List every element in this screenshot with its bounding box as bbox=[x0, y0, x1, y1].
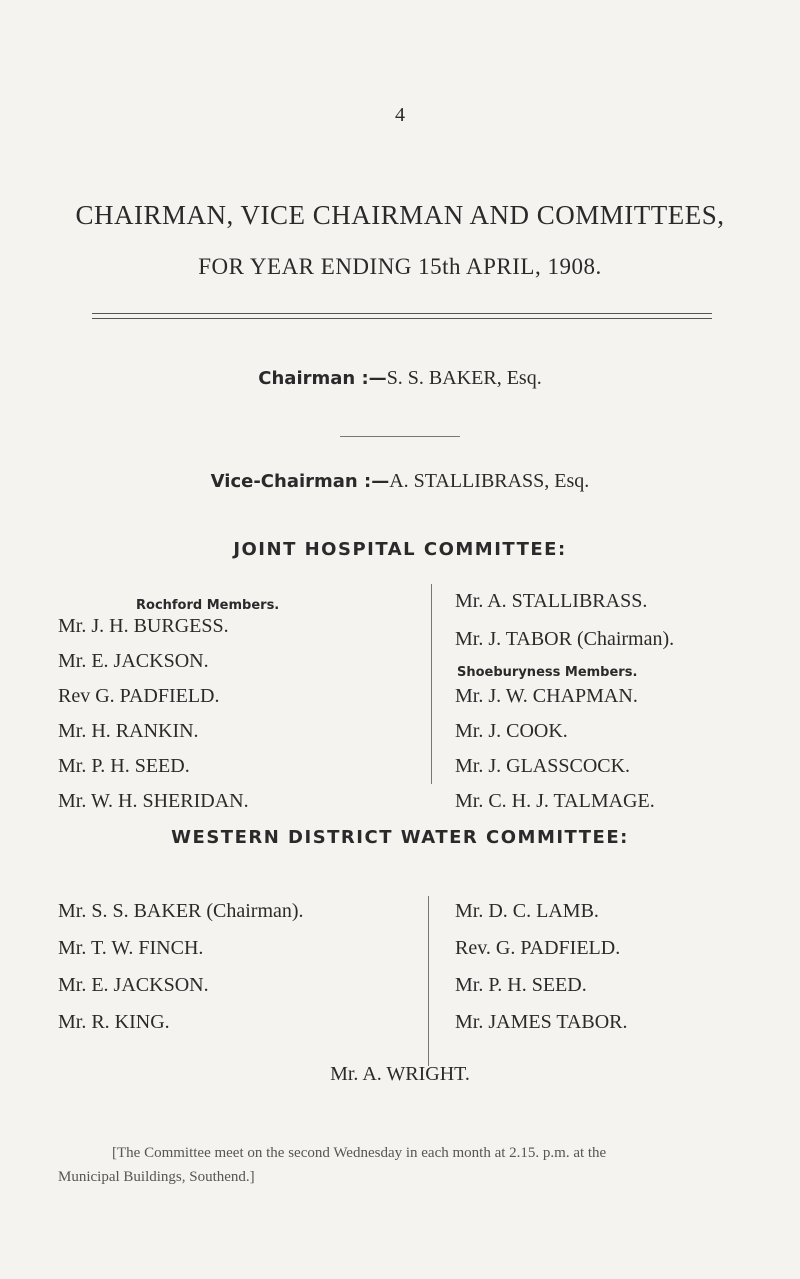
water-committee-member: Mr. D. C. LAMB. bbox=[455, 900, 599, 922]
water-committee-member: Mr. T. W. FINCH. bbox=[58, 937, 204, 959]
footer-note: [The Committee meet on the second Wednesday in each month at 2.15. p.m. at the bbox=[112, 1145, 607, 1161]
water-committee-member: Mr. P. H. SEED. bbox=[455, 974, 587, 996]
western-district-water-committee-heading: WESTERN DISTRICT WATER COMMITTEE: bbox=[171, 827, 629, 848]
water-committee-member: Mr. A. WRIGHT. bbox=[330, 1063, 470, 1085]
rochford-members-heading: Rochford Members. bbox=[136, 598, 280, 613]
joint-hospital-committee-heading: JOINT HOSPITAL COMMITTEE: bbox=[233, 539, 567, 560]
page-subtitle: FOR YEAR ENDING 15th APRIL, 1908. bbox=[198, 254, 602, 279]
shoeburyness-members-heading: Shoeburyness Members. bbox=[457, 665, 638, 680]
water-committee-member: Rev. G. PADFIELD. bbox=[455, 937, 621, 959]
vice-chairman-line bbox=[0, 470, 800, 493]
shoeburyness-member: Mr. J. GLASSCOCK. bbox=[455, 755, 631, 777]
column-divider bbox=[431, 584, 432, 784]
water-committee-member: Mr. JAMES TABOR. bbox=[455, 1011, 628, 1033]
footer-note: Municipal Buildings, Southend.] bbox=[58, 1169, 255, 1185]
shoeburyness-member: Mr. J. W. CHAPMAN. bbox=[455, 685, 638, 707]
water-committee-member: Mr. S. S. BAKER (Chairman). bbox=[58, 900, 304, 922]
water-committee-member: Mr. E. JACKSON. bbox=[58, 974, 209, 996]
column-divider bbox=[428, 896, 429, 1066]
page-title: CHAIRMAN, VICE CHAIRMAN AND COMMITTEES, bbox=[75, 200, 725, 230]
chairman-value: S. S. BAKER, Esq. bbox=[386, 367, 542, 389]
water-committee-member: Mr. R. KING. bbox=[58, 1011, 170, 1033]
short-rule-divider bbox=[340, 436, 460, 437]
rochford-member: Mr. E. JACKSON. bbox=[58, 650, 209, 672]
shoeburyness-member: Mr. C. H. J. TALMAGE. bbox=[455, 790, 655, 812]
rochford-member: Rev G. PADFIELD. bbox=[58, 685, 220, 707]
chairman-label: Chairman :— bbox=[258, 368, 387, 389]
vice-chairman-value: A. STALLIBRASS, Esq. bbox=[389, 470, 590, 492]
joint-member: Mr. A. STALLIBRASS. bbox=[455, 590, 648, 612]
chairman-line bbox=[0, 367, 800, 390]
rochford-member: Mr. H. RANKIN. bbox=[58, 720, 199, 742]
rochford-member: Mr. P. H. SEED. bbox=[58, 755, 190, 777]
joint-member: Mr. J. TABOR (Chairman). bbox=[455, 628, 675, 650]
double-rule-divider bbox=[92, 313, 712, 319]
vice-chairman-label: Vice-Chairman :— bbox=[210, 471, 390, 492]
rochford-member: Mr. W. H. SHERIDAN. bbox=[58, 790, 249, 812]
page-number: 4 bbox=[395, 104, 405, 126]
shoeburyness-member: Mr. J. COOK. bbox=[455, 720, 568, 742]
rochford-member: Mr. J. H. BURGESS. bbox=[58, 615, 229, 637]
